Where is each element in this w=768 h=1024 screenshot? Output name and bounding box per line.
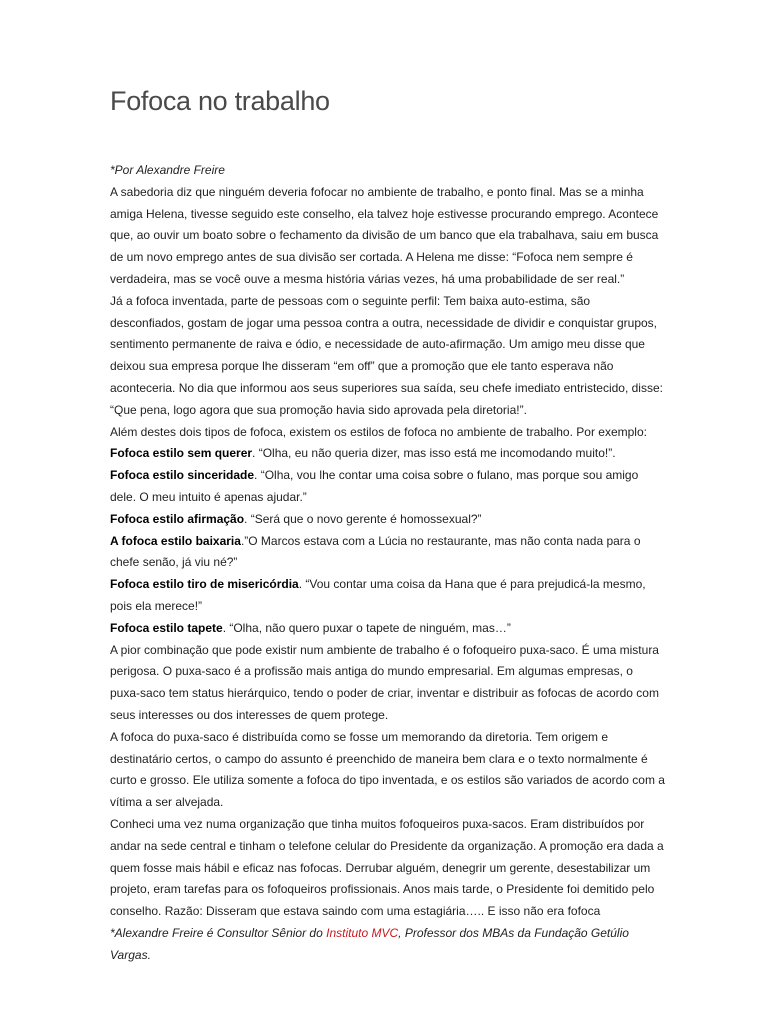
page-title: Fofoca no trabalho bbox=[110, 86, 330, 116]
style-text: . “Vou contar uma coisa da Hana que é para prejudicá-la mesmo, pois ela merece!” bbox=[110, 577, 646, 613]
paragraph-puxa-saco: A pior combinação que pode existir num ambiente de trabalho é o fofoqueiro puxa-saco. É uma mistura perigosa. O puxa-saco é a profissão mais antiga do mundo empresarial. Em algumas empresas, o puxa-saco tem status hierárquico, tendo o poder de criar, inventar e distribuir as fofocas de acordo com seus interesses ou dos interesses de quem protege. bbox=[110, 642, 659, 722]
style-label: Fofoca estilo afirmação bbox=[110, 511, 245, 526]
style-text: . “Será que o novo gerente é homossexual?” bbox=[244, 511, 482, 526]
style-item bbox=[110, 465, 665, 509]
style-item bbox=[110, 443, 665, 465]
style-label: Fofoca estilo tapete bbox=[110, 620, 223, 635]
paragraph-memorando: A fofoca do puxa-saco é distribuída como se fosse um memorando da diretoria. Tem origem e destinatário certos, o campo do assunto é preenchido de maneira bem clara e o texto normalmente é curto e grosso. Ele utiliza somente a fofoca do tipo inventada, e os estilos são variados de acordo com a vítima a ser alvejada. bbox=[110, 729, 665, 810]
paragraph-intro: A sabedoria diz que ninguém deveria fofocar no ambiente de trabalho, e ponto final. Mas se a minha amiga Helena, tivesse seguido este conselho, ela talvez hoje estivesse procurando emprego. Acontece que, ao ouvir um boato sobre o fechamento da divisão de um banco que ela trabalhava, saiu em busca de um novo emprego antes de sua divisão ser cortada. A Helena me disse: “Fofoca nem sempre é verdadeira, mas se você ouve a mesma história várias vezes, há uma probabilidade de ser real.” bbox=[110, 184, 659, 286]
style-label: Fofoca estilo sinceridade bbox=[110, 468, 255, 483]
style-label: Fofoca estilo sem querer bbox=[110, 446, 253, 461]
style-text: . “Olha, não quero puxar o tapete de ninguém, mas…” bbox=[222, 620, 511, 635]
style-item bbox=[110, 574, 665, 618]
paragraph-organizacao: Conheci uma vez numa organização que tinha muitos fofoqueiros puxa-sacos. Eram distribuídos por andar na sede central e tinham o telefone celular do Presidente da organização. A promoção era dada a quem fosse mais hábil e eficaz nas fofocas. Derrubar alguém, denegrir um gerente, desestabilizar um projeto, eram tarefas para os fofoqueiros profissionais. Anos mais tarde, o Presidente foi demitido pelo conselho. Razão: Disseram que estava saindo com uma estagiária….. E isso não era fofoca bbox=[110, 816, 664, 919]
style-item bbox=[110, 618, 665, 640]
instituto-mvc-link[interactable]: Instituto MVC bbox=[326, 925, 399, 940]
paragraph-styles-intro: Além destes dois tipos de fofoca, existem os estilos de fofoca no ambiente de trabalho. Por exemplo: bbox=[110, 424, 647, 439]
style-text: .”O Marcos estava com a Lúcia no restaurante, mas não conta nada para o chefe senão, já viu né?” bbox=[110, 533, 641, 570]
style-item bbox=[110, 531, 665, 575]
footer-text-before: *Alexandre Freire é Consultor Sênior do bbox=[110, 925, 327, 940]
article-body bbox=[110, 160, 665, 966]
paragraph-invented-gossip: Já a fofoca inventada, parte de pessoas com o seguinte perfil: Tem baixa auto-estima, são desconfiados, gostam de jogar uma pessoa contra a outra, necessidade de dividir e conquistar grupos, sentimento permanente de raiva e ódio, e necessidade de auto-afirmação. Um amigo meu disse que deixou sua empresa porque lhe disseram “em off” que a promoção que ele tanto esperava não aconteceria. No dia que informou aos seus superiores sua saída, seu chefe imediato entristecido, disse: “Que pena, logo agora que sua promoção havia sido aprovada pela diretoria!”. bbox=[110, 293, 663, 417]
author-footer bbox=[110, 923, 665, 967]
style-text: . “Olha, vou lhe contar uma coisa sobre o fulano, mas porque sou amigo dele. O meu intuito é apenas ajudar.” bbox=[110, 468, 639, 504]
footer-text-after: , Professor dos MBAs da Fundação Getúlio Vargas. bbox=[110, 925, 629, 962]
style-text: . “Olha, eu não queria dizer, mas isso está me incomodando muito!”. bbox=[252, 446, 616, 461]
style-label: A fofoca estilo baixaria bbox=[110, 533, 241, 548]
style-label: Fofoca estilo tiro de misericórdia bbox=[110, 577, 299, 592]
style-item bbox=[110, 509, 665, 531]
byline: *Por Alexandre Freire bbox=[110, 163, 225, 177]
